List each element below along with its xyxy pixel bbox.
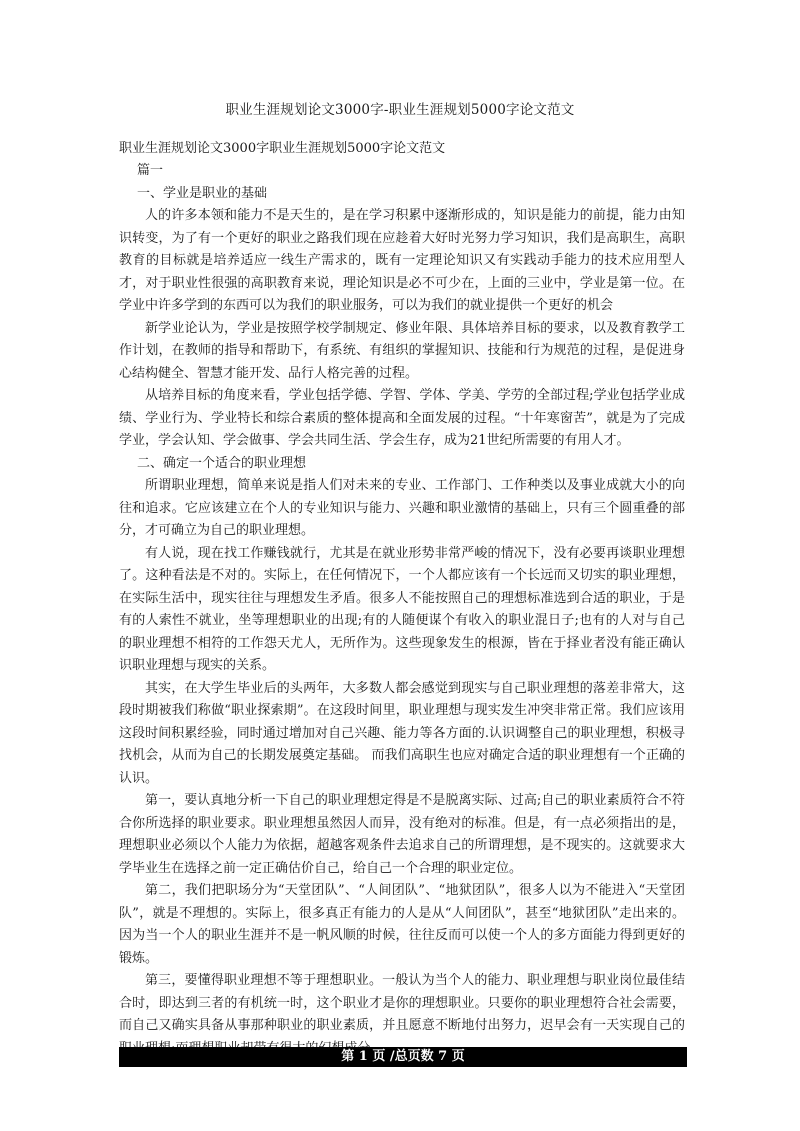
paragraph: 第一，要认真地分析一下自己的职业理想定得是不是脱离实际、过高;自己的职业素质符合不符合你所选择的职业要求。职业理想虽然因人而异，没有绝对的标准。但是，有一点必须指出的是，理想职业必须以个人能力为依据，超越客观条件去追求自己的所谓理想，是不现实的。这就要求大学毕业生在选择之前一定正确估价自己，给自己一个合理的职业定位。 <box>119 793 685 876</box>
section-heading-1: 一、学业是职业的基础 <box>137 185 268 201</box>
section-heading-2: 二、确定一个适合的职业理想 <box>137 455 307 471</box>
paragraph: 第三，要懂得职业理想不等于理想职业。一般认为当个人的能力、职业理想与职业岗位最佳结合时，即达到三者的有机统一时，这个职业才是你的理想职业。只要你的职业理想符合社会需要，而自己又确实具备从事那种职业的职业素质，并且愿意不断地付出努力，迟早会有一天实现自己的 <box>119 973 685 1033</box>
document-title: 职业生涯规划论文3000字-职业生涯规划5000字论文范文 <box>225 102 575 118</box>
paragraph: 第二，我们把职场分为“天堂团队”、“人间团队”、“地狱团队”，很多人以为不能进入“天堂团队”，就是不理想的。实际上，很多真正有能力的人是从“人间团队”，甚至“地狱团队”走出来的。因为当一个人的职业生涯并不是一帆风顺的时候，往往反而可以使一个人的多方面能力得到更好的锻炼。 <box>119 883 685 966</box>
document-body <box>119 140 685 1060</box>
paragraph: 新学业论认为，学业是按照学校学制规定、修业年限、具体培养目标的要求，以及教育教学工作计划，在教师的指导和帮助下，有系统、有组织的掌握知识、技能和行为规范的过程，是促进身心结构健全、智慧才能开发、品行人格完善的过程。 <box>119 320 685 381</box>
document-subtitle: 职业生涯规划论文3000字职业生涯规划5000字论文范文 <box>119 141 446 156</box>
paragraph: 其实，在大学生毕业后的头两年，大多数人都会感觉到现实与自己职业理想的落差非常大，这段时期被我们称做“职业探索期”。在这段时间里，职业理想与现实发生冲突非常正常。我们应该用这段时间积累经验，同时通过增加对自己兴趣、能力等各方面的.认识调整自己的职业理想，积极寻找机会，从而为自己的长期发展奠定基础。 而我们高职生也应对确定合适的职业理想有一个正确的认识。 <box>119 680 685 786</box>
paragraph: 有人说，现在找工作赚钱就行，尤其是在就业形势非常严峻的情况下，没有必要再谈职业理想了。这种看法是不对的。实际上，在任何情况下，一个人都应该有一个长远而又切实的职业理想，在实际生活中，现实往往与理想发生矛盾。很多人不能按照自己的理想标准选到合适的职业，于是有的人索性不就业，坐等理想职业的出现;有的人随便谋个有收入的职业混日子;也有的人对与自己的职业理想不相符的工作怨天尤人，无所作为。这些现象发生的根源，皆在于择业者没有能正确认识职业理想与现实的关系。 <box>119 545 685 673</box>
page-number-label: 第 1 页 /总页数 7 页 <box>341 1049 465 1064</box>
part-label: 篇一 <box>137 163 164 178</box>
paragraph: 从培养目标的角度来看，学业包括学德、学智、学体、学美、学劳的全部过程;学业包括学业成绩、学业行为、学业特长和综合素质的整体提高和全面发展的过程。“十年寒窗苦”，就是为了完成学业，学会认知、学会做事、学会共同生活、学会生存，成为21世纪所需要的有用人才。 <box>119 388 685 448</box>
page-footer <box>119 1047 687 1067</box>
paragraph: 人的许多本领和能力不是天生的，是在学习积累中逐渐形成的，知识是能力的前提，能力由知识转变，为了有一个更好的职业之路我们现在应趁着大好时光努力学习知识，我们是高职生，高职教育的目标就是培养适应一线生产需求的，既有一定理论知识又有实践动手能力的技术应用型人才，对于职业性很强的高职教育来说，理论知识是必不可少在，上面的三业中，学业是第一位。在学业中许多学到的东西可以为我们的职业服务，可以为我们的就业提供一个更好的机会 <box>119 208 685 313</box>
paragraph: 所谓职业理想，简单来说是指人们对未来的专业、工作部门、工作种类以及事业成就大小的向往和追求。它应该建立在个人的专业知识与能力、兴趣和职业激情的基础上，只有三个圆重叠的部分，才可确立为自己的职业理想。 <box>119 478 685 538</box>
